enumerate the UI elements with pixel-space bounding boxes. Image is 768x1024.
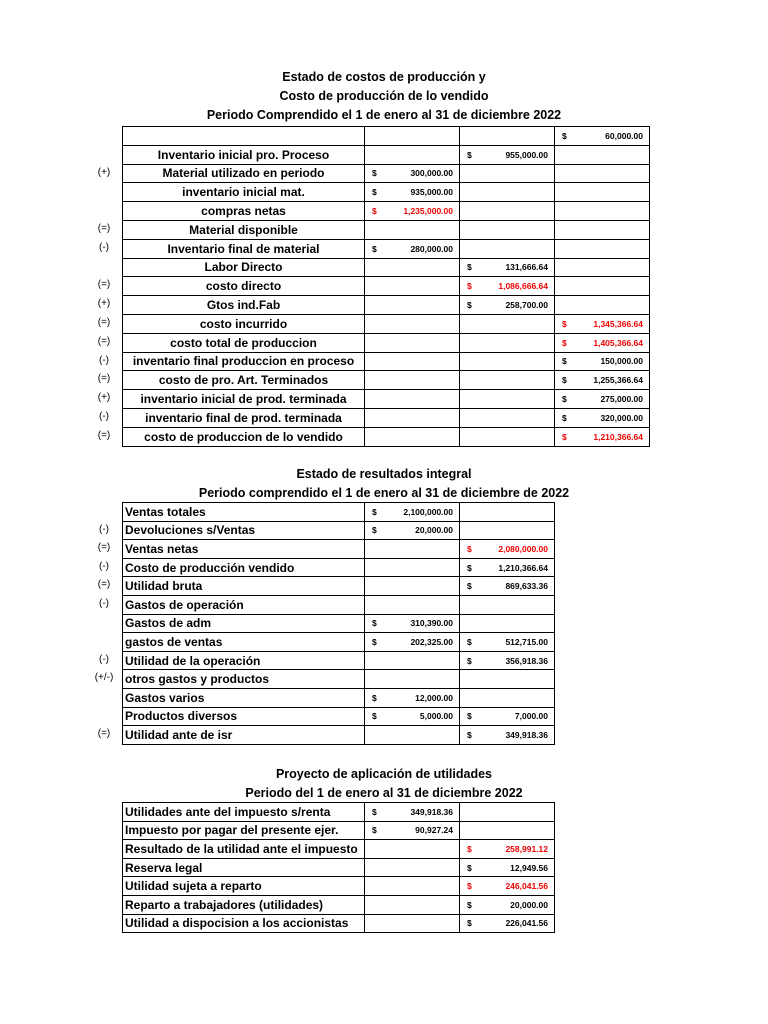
amount-value: 1,235,000.00 — [403, 206, 453, 217]
currency-sign: $ — [372, 636, 377, 647]
income-statement-table — [122, 502, 555, 745]
table-row — [123, 503, 555, 522]
row-label: Devoluciones s/Ventas — [123, 521, 365, 540]
table-row — [123, 127, 650, 146]
empty-cell — [555, 183, 650, 202]
empty-cell — [365, 352, 460, 371]
operation-marker: (-) — [99, 598, 109, 609]
amount-cell — [460, 296, 555, 315]
row-label: Gastos varios — [123, 688, 365, 707]
amount-value: 7,000.00 — [514, 711, 548, 722]
currency-sign: $ — [467, 843, 472, 854]
row-label: Inventario inicial pro. Proceso — [123, 145, 365, 164]
table-row — [123, 558, 555, 577]
table-row — [123, 220, 650, 239]
s3-title-1: Proyecto de aplicación de utilidades — [275, 767, 493, 781]
amount-cell — [460, 726, 555, 745]
currency-sign: $ — [467, 918, 472, 929]
currency-sign: $ — [372, 168, 377, 179]
amount-cell — [365, 503, 460, 522]
empty-cell — [460, 202, 555, 221]
row-label: Utilidad a dispocision a los accionistas — [123, 914, 365, 933]
s1-title-1: Estado de costos de producción y — [282, 70, 486, 84]
amount-value: 1,086,666.64 — [498, 281, 548, 292]
currency-sign: $ — [467, 300, 472, 311]
currency-sign: $ — [562, 412, 567, 423]
amount-cell — [365, 239, 460, 258]
row-label: Productos diversos — [123, 707, 365, 726]
empty-cell — [365, 127, 460, 146]
s3-title-2: Periodo del 1 de enero al 31 de diciembre 2022 — [245, 786, 523, 800]
amount-value: 90,927.24 — [415, 825, 453, 836]
row-label: Resultado de la utilidad ante el impuesto — [123, 840, 365, 859]
s2-title-2: Periodo comprendido el 1 de enero al 31 de diciembre de 2022 — [198, 486, 570, 500]
row-label: Impuesto por pagar del presente ejer. — [123, 821, 365, 840]
empty-cell — [460, 427, 555, 446]
currency-sign: $ — [467, 581, 472, 592]
amount-cell — [460, 914, 555, 933]
amount-value: 12,000.00 — [415, 692, 453, 703]
empty-cell — [555, 277, 650, 296]
currency-sign: $ — [467, 711, 472, 722]
empty-cell — [460, 670, 555, 689]
s1-title-2: Costo de producción de lo vendido — [279, 89, 489, 103]
table-row — [123, 707, 555, 726]
row-label: costo directo — [123, 277, 365, 296]
amount-cell — [460, 558, 555, 577]
empty-cell — [365, 333, 460, 352]
row-label: Gtos ind.Fab — [123, 296, 365, 315]
empty-cell — [460, 595, 555, 614]
empty-cell — [555, 145, 650, 164]
amount-value: 258,700.00 — [505, 300, 548, 311]
amount-value: 20,000.00 — [415, 525, 453, 536]
table-row — [123, 296, 650, 315]
row-label: Reserva legal — [123, 858, 365, 877]
table-row — [123, 895, 555, 914]
row-label: inventario inicial de prod. terminada — [123, 390, 365, 409]
currency-sign: $ — [372, 806, 377, 817]
empty-cell — [365, 914, 460, 933]
amount-value: 226,041.56 — [505, 918, 548, 929]
s2-title-1: Estado de resultados integral — [296, 467, 472, 481]
operation-marker: (-) — [99, 241, 109, 253]
amount-value: 1,345,366.64 — [593, 318, 643, 329]
amount-cell — [555, 314, 650, 333]
empty-cell — [365, 390, 460, 409]
row-label: inventario final produccion en proceso — [123, 352, 365, 371]
amount-value: 258,991.12 — [505, 843, 548, 854]
operation-marker: (=) — [97, 373, 111, 385]
operation-marker: (-) — [99, 523, 109, 535]
amount-cell — [365, 614, 460, 633]
amount-value: 349,918.36 — [410, 806, 453, 817]
row-label: compras netas — [123, 202, 365, 221]
empty-cell — [460, 390, 555, 409]
amount-value: 300,000.00 — [410, 168, 453, 179]
currency-sign: $ — [562, 337, 567, 348]
table-row — [123, 914, 555, 933]
empty-cell — [555, 296, 650, 315]
operation-marker: (=) — [97, 542, 111, 554]
table-row — [123, 314, 650, 333]
operation-marker: (-) — [99, 411, 109, 422]
empty-cell — [555, 258, 650, 277]
empty-cell — [365, 427, 460, 446]
amount-cell — [460, 895, 555, 914]
operation-marker: (-) — [99, 560, 109, 572]
currency-sign: $ — [467, 862, 472, 873]
currency-sign: $ — [372, 825, 377, 836]
empty-cell — [460, 333, 555, 352]
empty-cell — [365, 726, 460, 745]
amount-cell — [555, 371, 650, 390]
operation-marker: (-) — [99, 653, 109, 665]
operation-marker: (=) — [97, 279, 111, 291]
amount-value: 1,255,366.64 — [593, 375, 643, 386]
currency-sign: $ — [372, 243, 377, 254]
amount-cell — [460, 258, 555, 277]
row-label: Material utilizado en periodo — [123, 164, 365, 183]
operation-marker: (=) — [97, 317, 111, 328]
table-row — [123, 202, 650, 221]
table-row — [123, 183, 650, 202]
amount-value: 131,666.64 — [505, 262, 548, 273]
empty-cell — [460, 503, 555, 522]
currency-sign: $ — [467, 636, 472, 647]
currency-sign: $ — [467, 262, 472, 273]
currency-sign: $ — [372, 187, 377, 198]
currency-sign: $ — [467, 281, 472, 292]
empty-cell — [460, 688, 555, 707]
amount-value: 356,918.36 — [505, 655, 548, 666]
amount-value: 349,918.36 — [505, 729, 548, 740]
empty-cell — [555, 202, 650, 221]
currency-sign: $ — [467, 562, 472, 573]
currency-sign: $ — [562, 394, 567, 405]
amount-cell — [460, 840, 555, 859]
amount-value: 246,041.56 — [505, 881, 548, 892]
amount-value: 320,000.00 — [600, 412, 643, 423]
empty-cell — [365, 577, 460, 596]
row-label: Utilidad ante de isr — [123, 726, 365, 745]
operation-marker: (=) — [97, 579, 111, 591]
operation-marker: (+) — [97, 298, 111, 310]
row-label: Utilidad bruta — [123, 577, 365, 596]
currency-sign: $ — [372, 711, 377, 722]
amount-cell — [555, 352, 650, 371]
empty-cell — [365, 258, 460, 277]
amount-cell — [555, 333, 650, 352]
empty-cell — [460, 127, 555, 146]
table-row — [123, 352, 650, 371]
empty-cell — [365, 371, 460, 390]
amount-cell — [460, 577, 555, 596]
amount-cell — [555, 390, 650, 409]
row-label: costo de pro. Art. Terminados — [123, 371, 365, 390]
amount-cell — [460, 707, 555, 726]
table-row — [123, 408, 650, 427]
empty-cell — [365, 858, 460, 877]
empty-cell — [555, 239, 650, 258]
table-row — [123, 633, 555, 652]
currency-sign: $ — [562, 431, 567, 442]
amount-value: 1,405,366.64 — [593, 337, 643, 348]
table-row — [123, 371, 650, 390]
empty-cell — [365, 220, 460, 239]
row-label: Gastos de operación — [123, 595, 365, 614]
empty-cell — [460, 352, 555, 371]
operation-marker: (=) — [97, 335, 111, 347]
amount-cell — [460, 651, 555, 670]
amount-cell — [365, 707, 460, 726]
operation-marker: (+) — [97, 166, 111, 178]
empty-cell — [460, 521, 555, 540]
table-row — [123, 726, 555, 745]
amount-cell — [460, 145, 555, 164]
amount-value: 280,000.00 — [410, 243, 453, 254]
currency-sign: $ — [467, 543, 472, 554]
table-row — [123, 521, 555, 540]
currency-sign: $ — [372, 618, 377, 629]
row-label: Utilidades ante del impuesto s/renta — [123, 803, 365, 822]
empty-cell — [365, 277, 460, 296]
operation-marker: (-) — [99, 354, 109, 366]
row-label: costo de produccion de lo vendido — [123, 427, 365, 446]
table-row — [123, 258, 650, 277]
table-row — [123, 390, 650, 409]
empty-cell — [460, 220, 555, 239]
empty-cell — [365, 145, 460, 164]
table-row — [123, 670, 555, 689]
table-row — [123, 651, 555, 670]
empty-cell — [365, 540, 460, 559]
amount-value: 310,390.00 — [410, 618, 453, 629]
currency-sign: $ — [372, 525, 377, 536]
row-label: Utilidad de la operación — [123, 651, 365, 670]
table-row — [123, 840, 555, 859]
table-row — [123, 164, 650, 183]
row-label: Ventas netas — [123, 540, 365, 559]
empty-cell — [460, 614, 555, 633]
table-row — [123, 427, 650, 446]
empty-cell — [555, 164, 650, 183]
table-row — [123, 803, 555, 822]
table-row — [123, 858, 555, 877]
amount-value: 20,000.00 — [510, 899, 548, 910]
amount-cell — [365, 183, 460, 202]
empty-cell — [460, 183, 555, 202]
table-row — [123, 145, 650, 164]
amount-cell — [555, 408, 650, 427]
amount-value: 1,210,366.64 — [498, 562, 548, 573]
empty-cell — [365, 296, 460, 315]
table-row — [123, 821, 555, 840]
empty-cell — [460, 408, 555, 427]
currency-sign: $ — [372, 506, 377, 517]
empty-cell — [460, 821, 555, 840]
empty-cell — [365, 408, 460, 427]
amount-value: 275,000.00 — [600, 394, 643, 405]
amount-value: 202,325.00 — [410, 636, 453, 647]
currency-sign: $ — [467, 655, 472, 666]
currency-sign: $ — [467, 899, 472, 910]
currency-sign: $ — [562, 375, 567, 386]
table-row — [123, 577, 555, 596]
row-label: Reparto a trabajadores (utilidades) — [123, 895, 365, 914]
amount-cell — [555, 127, 650, 146]
currency-sign: $ — [562, 356, 567, 367]
amount-cell — [365, 803, 460, 822]
empty-cell — [555, 220, 650, 239]
cost-of-production-table — [122, 126, 650, 447]
amount-cell — [460, 277, 555, 296]
amount-value: 512,715.00 — [505, 636, 548, 647]
operation-marker: (=) — [97, 728, 111, 740]
amount-value: 955,000.00 — [505, 149, 548, 160]
currency-sign: $ — [562, 130, 567, 141]
amount-cell — [555, 427, 650, 446]
empty-cell — [460, 164, 555, 183]
operation-marker: (=) — [97, 429, 111, 441]
empty-cell — [365, 651, 460, 670]
amount-value: 5,000.00 — [419, 711, 453, 722]
currency-sign: $ — [372, 206, 377, 217]
amount-cell — [460, 540, 555, 559]
row-label: gastos de ventas — [123, 633, 365, 652]
currency-sign: $ — [372, 692, 377, 703]
empty-cell — [365, 595, 460, 614]
table-row — [123, 614, 555, 633]
amount-cell — [365, 633, 460, 652]
amount-value: 935,000.00 — [410, 187, 453, 198]
s1-title-3: Periodo Comprendido el 1 de enero al 31 de diciembre 2022 — [206, 108, 562, 122]
row-label: inventario final de prod. terminada — [123, 408, 365, 427]
row-label: Gastos de adm — [123, 614, 365, 633]
row-label: Ventas totales — [123, 503, 365, 522]
row-label: Costo de producción vendido — [123, 558, 365, 577]
row-label: Utilidad sujeta a reparto — [123, 877, 365, 896]
amount-value: 2,080,000.00 — [498, 543, 548, 554]
currency-sign: $ — [467, 881, 472, 892]
empty-cell — [460, 371, 555, 390]
empty-cell — [365, 895, 460, 914]
table-row — [123, 277, 650, 296]
empty-cell — [365, 314, 460, 333]
amount-value: 150,000.00 — [600, 356, 643, 367]
table-row — [123, 540, 555, 559]
amount-cell — [365, 202, 460, 221]
amount-cell — [365, 164, 460, 183]
amount-value: 1,210,366.64 — [593, 431, 643, 442]
row-label: Labor Directo — [123, 258, 365, 277]
amount-cell — [460, 858, 555, 877]
empty-cell — [365, 670, 460, 689]
amount-value: 2,100,000.00 — [403, 506, 453, 517]
amount-cell — [365, 521, 460, 540]
empty-cell — [460, 239, 555, 258]
amount-cell — [460, 877, 555, 896]
amount-cell — [365, 821, 460, 840]
row-label: costo incurrido — [123, 314, 365, 333]
operation-marker: (+) — [97, 392, 111, 404]
row-label: Inventario final de material — [123, 239, 365, 258]
operation-marker: (+/-) — [94, 672, 114, 684]
empty-cell — [365, 877, 460, 896]
profit-application-table — [122, 802, 555, 933]
amount-cell — [365, 688, 460, 707]
empty-cell — [365, 558, 460, 577]
table-row — [123, 688, 555, 707]
amount-value: 12,949.56 — [510, 862, 548, 873]
row-label: costo total de produccion — [123, 333, 365, 352]
table-row — [123, 333, 650, 352]
row-label: otros gastos y productos — [123, 670, 365, 689]
empty-cell — [365, 840, 460, 859]
amount-value: 60,000.00 — [605, 130, 643, 141]
table-row — [123, 239, 650, 258]
amount-cell — [460, 633, 555, 652]
empty-cell — [460, 803, 555, 822]
row-label: inventario inicial mat. — [123, 183, 365, 202]
amount-value: 869,633.36 — [505, 581, 548, 592]
currency-sign: $ — [562, 318, 567, 329]
table-row — [123, 595, 555, 614]
currency-sign: $ — [467, 149, 472, 160]
row-label: Material disponible — [123, 220, 365, 239]
table-row — [123, 877, 555, 896]
row-label — [123, 127, 365, 146]
operation-marker: (=) — [97, 223, 111, 234]
currency-sign: $ — [467, 729, 472, 740]
empty-cell — [460, 314, 555, 333]
